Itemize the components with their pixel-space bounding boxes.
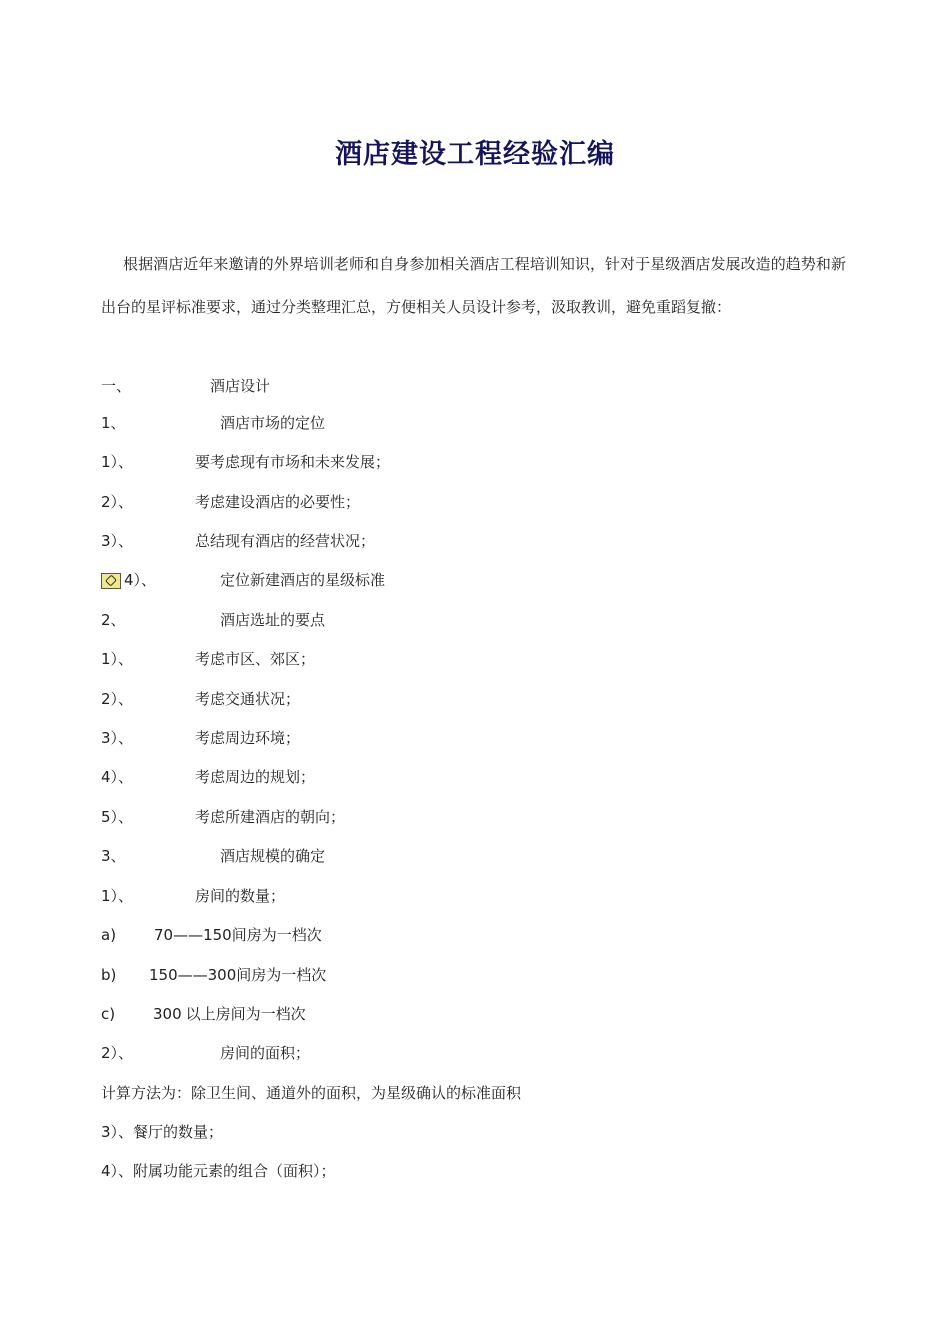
item-text: 要考虑现有市场和未来发展； — [195, 453, 391, 471]
intro-paragraph: 根据酒店近年来邀请的外界培训老师和自身参加相关酒店工程培训知识，针对于星级酒店发展改造的趋势和新出台的星评标准要求，通过分类整理汇总，方便相关人员设计参考，汲取教训，避免重蹈复撤： — [101, 255, 846, 316]
item-number: 2）、 — [101, 493, 134, 511]
list-item — [101, 531, 375, 551]
document-title: 酒店建设工程经验汇编 — [335, 139, 615, 170]
item-number: 4）、 — [124, 571, 157, 589]
item-text: 考虑市区、郊区； — [195, 650, 316, 668]
item-value: 300 — [153, 1005, 182, 1023]
item-letter: a) — [101, 926, 117, 944]
list-item — [101, 925, 322, 945]
item-number: 1）、 — [101, 887, 134, 905]
item-value: 70——150 — [154, 926, 232, 944]
subsection-title: 酒店市场的定位 — [220, 414, 326, 432]
section-heading-1 — [101, 376, 270, 396]
item-value: 150——300 — [149, 966, 237, 984]
list-item — [101, 728, 300, 748]
item-text: 考虑所建酒店的朝向； — [195, 808, 346, 826]
subsection-title: 酒店选址的要点 — [220, 611, 326, 629]
subsection-heading-2 — [101, 610, 325, 630]
item-number: 2）、 — [101, 1044, 134, 1062]
list-item — [101, 965, 326, 985]
item-number: 3）、 — [101, 532, 134, 550]
item-text: 总结现有酒店的经营状况； — [195, 532, 376, 550]
section-number: 一、 — [101, 377, 132, 395]
subsection-title: 酒店规模的确定 — [220, 847, 326, 865]
subsection-heading-1 — [101, 413, 325, 433]
edit-link-icon[interactable] — [101, 573, 121, 589]
item-text: 考虑周边环境； — [195, 729, 301, 747]
item-text: 考虑交通状况； — [195, 690, 301, 708]
item-text: 间房为一档次 — [231, 926, 322, 944]
subsection-number: 3、 — [101, 847, 126, 865]
item-letter: b) — [101, 966, 117, 984]
item-text: 定位新建酒店的星级标准 — [220, 571, 386, 589]
subsection-heading-3 — [101, 846, 325, 866]
subsection-number: 2、 — [101, 611, 126, 629]
item-text: 房间的面积； — [220, 1044, 311, 1062]
item-number: 5）、 — [101, 808, 134, 826]
item-text: 间房为一档次 — [236, 966, 327, 984]
list-item — [101, 649, 315, 669]
note-line: 计算方法为：除卫生间、通道外的面积，为星级确认的标准面积 — [101, 1084, 522, 1102]
list-item — [101, 689, 300, 709]
list-item — [101, 767, 315, 787]
item-number: 1）、 — [101, 650, 134, 668]
list-item — [101, 1004, 306, 1024]
list-item — [101, 570, 385, 590]
item-text: 房间的数量； — [195, 887, 286, 905]
list-item: 4）、附属功能元素的组合（面积）； — [101, 1162, 336, 1180]
item-text: 考虑建设酒店的必要性； — [195, 493, 361, 511]
list-item — [101, 452, 390, 472]
list-item: 3）、餐厅的数量； — [101, 1123, 224, 1141]
item-number: 4）、 — [101, 768, 134, 786]
item-letter: c) — [101, 1005, 116, 1023]
list-item — [101, 886, 285, 906]
item-number: 3）、 — [101, 729, 134, 747]
section-title: 酒店设计 — [210, 377, 271, 395]
list-item — [101, 807, 345, 827]
item-text: 考虑周边的规划； — [195, 768, 316, 786]
item-number: 1）、 — [101, 453, 134, 471]
list-item — [101, 492, 360, 512]
list-item — [101, 1043, 310, 1063]
item-text: 以上房间为一档次 — [185, 1005, 306, 1023]
subsection-number: 1、 — [101, 414, 126, 432]
item-number: 2）、 — [101, 690, 134, 708]
